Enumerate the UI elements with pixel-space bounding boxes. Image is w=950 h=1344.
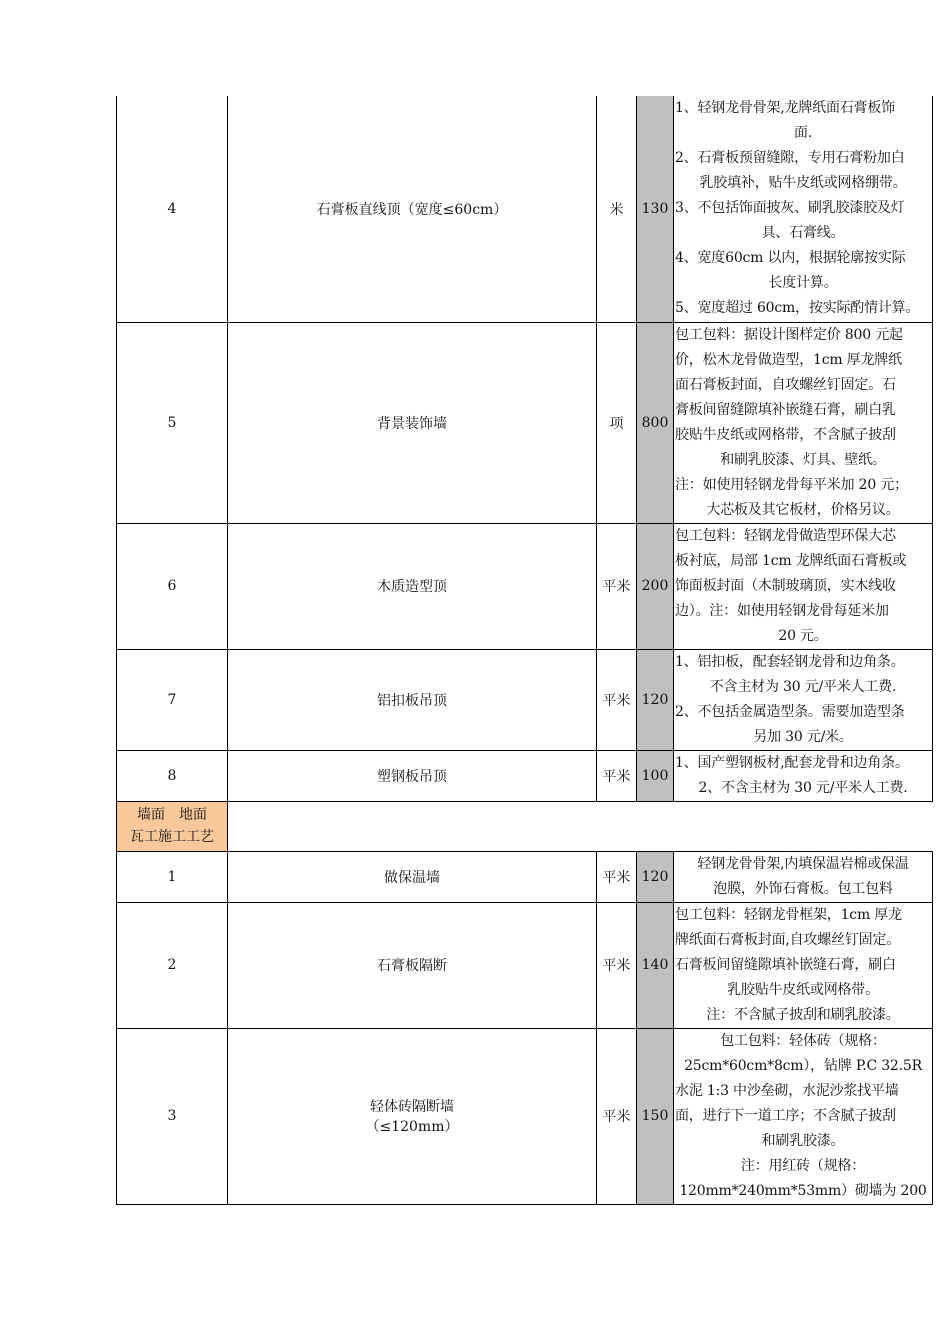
table-row [117,322,933,523]
table-row [117,902,933,1028]
unit: 平米 [597,1028,637,1204]
unit-price: 140 [637,902,674,1028]
row-number: 6 [117,523,228,649]
unit: 平米 [597,523,637,649]
table-row [117,750,933,801]
item-name: 石膏板直线顶（宽度≤60cm） [228,96,597,322]
description: 轻钢龙骨骨架,内填保温岩棉或保温 泡膜，外饰石膏板。包工包料 [674,851,933,902]
unit-price: 100 [637,750,674,801]
description: 包工包料：轻钢龙骨框架，1cm 厚龙 牌纸面石膏板封面,自攻螺丝钉固定。 石膏板间留缝隙填补嵌缝石膏，刷白 乳胶贴牛皮纸或网格带。 注：不含腻子披刮和刷乳胶漆。 [674,902,933,1028]
row-number: 2 [117,902,228,1028]
description: 1、轻钢龙骨骨架,龙牌纸面石膏板饰 面. 2、石膏板预留缝隙，专用石膏粉加白 乳胶填补，贴牛皮纸或网格绷带。 3、不包括饰面披灰、刷乳胶漆胶及灯 具、石膏线。 4、宽度60cm 以内，根据轮廓按实际 长度计算。 5、宽度超过 60cm，按实际酌情计算。 [674,96,933,322]
unit-price: 120 [637,851,674,902]
unit: 米 [597,96,637,322]
table-row [117,523,933,649]
unit: 平米 [597,750,637,801]
unit: 项 [597,322,637,523]
unit-price: 120 [637,649,674,750]
item-name: 石膏板隔断 [228,902,597,1028]
unit: 平米 [597,851,637,902]
unit-price: 150 [637,1028,674,1204]
description: 1、国产塑钢板材,配套龙骨和边角条。 2、不含主材为 30 元/平米人工费. [674,750,933,801]
item-name: 塑钢板吊顶 [228,750,597,801]
description: 1、铝扣板，配套轻钢龙骨和边角条。 不含主材为 30 元/平米人工费. 2、不包括金属造型条。需要加造型条 另加 30 元/米。 [674,649,933,750]
wall-floor-rows [117,801,933,1204]
item-name: 做保温墙 [228,851,597,902]
description: 包工包料：据设计图样定价 800 元起 价，松木龙骨做造型，1cm 厚龙牌纸 面石膏板封面，自攻螺丝钉固定。石 膏板间留缝隙填补嵌缝石膏，刷白乳 胶贴牛皮纸或网格带，不含腻子披刮 和刷乳胶漆、灯具、壁纸。 注：如使用轻钢龙骨每平米加 20 元； 大芯板及其它板材，价格另议。 [674,322,933,523]
unit-price: 800 [637,322,674,523]
unit-price: 200 [637,523,674,649]
quote-table [116,96,933,1205]
section-header: 墙面 地面 瓦工施工工艺 [117,801,228,851]
unit-price: 130 [637,96,674,322]
row-number: 5 [117,322,228,523]
unit: 平米 [597,902,637,1028]
table-row [117,851,933,902]
row-number: 1 [117,851,228,902]
item-name: 木质造型顶 [228,523,597,649]
ceiling-rows [117,96,933,801]
row-number: 4 [117,96,228,322]
description: 包工包料：轻体砖（规格： 25cm*60cm*8cm），钻牌 P.C 32.5R 水泥 1:3 中沙垒砌，水泥沙浆找平墙 面，进行下一道工序；不含腻子披刮 和刷乳胶漆。 注：用红砖（规格： 120mm*240mm*53mm）砌墙为 200 [674,1028,933,1204]
description: 包工包料：轻钢龙骨做造型环保大芯 板衬底，局部 1cm 龙牌纸面石膏板或 饰面板封面（木制玻璃顶，实木线收 边）。注：如使用轻钢龙骨每延米加 20 元。 [674,523,933,649]
table-row [117,649,933,750]
row-number: 7 [117,649,228,750]
section-header-row [117,801,933,851]
table-row [117,1028,933,1204]
table-row [117,96,933,322]
section-spacer [228,801,933,851]
item-name: 铝扣板吊顶 [228,649,597,750]
item-name: 背景装饰墙 [228,322,597,523]
item-name: 轻体砖隔断墙 （≤120mm） [228,1028,597,1204]
row-number: 3 [117,1028,228,1204]
row-number: 8 [117,750,228,801]
unit: 平米 [597,649,637,750]
